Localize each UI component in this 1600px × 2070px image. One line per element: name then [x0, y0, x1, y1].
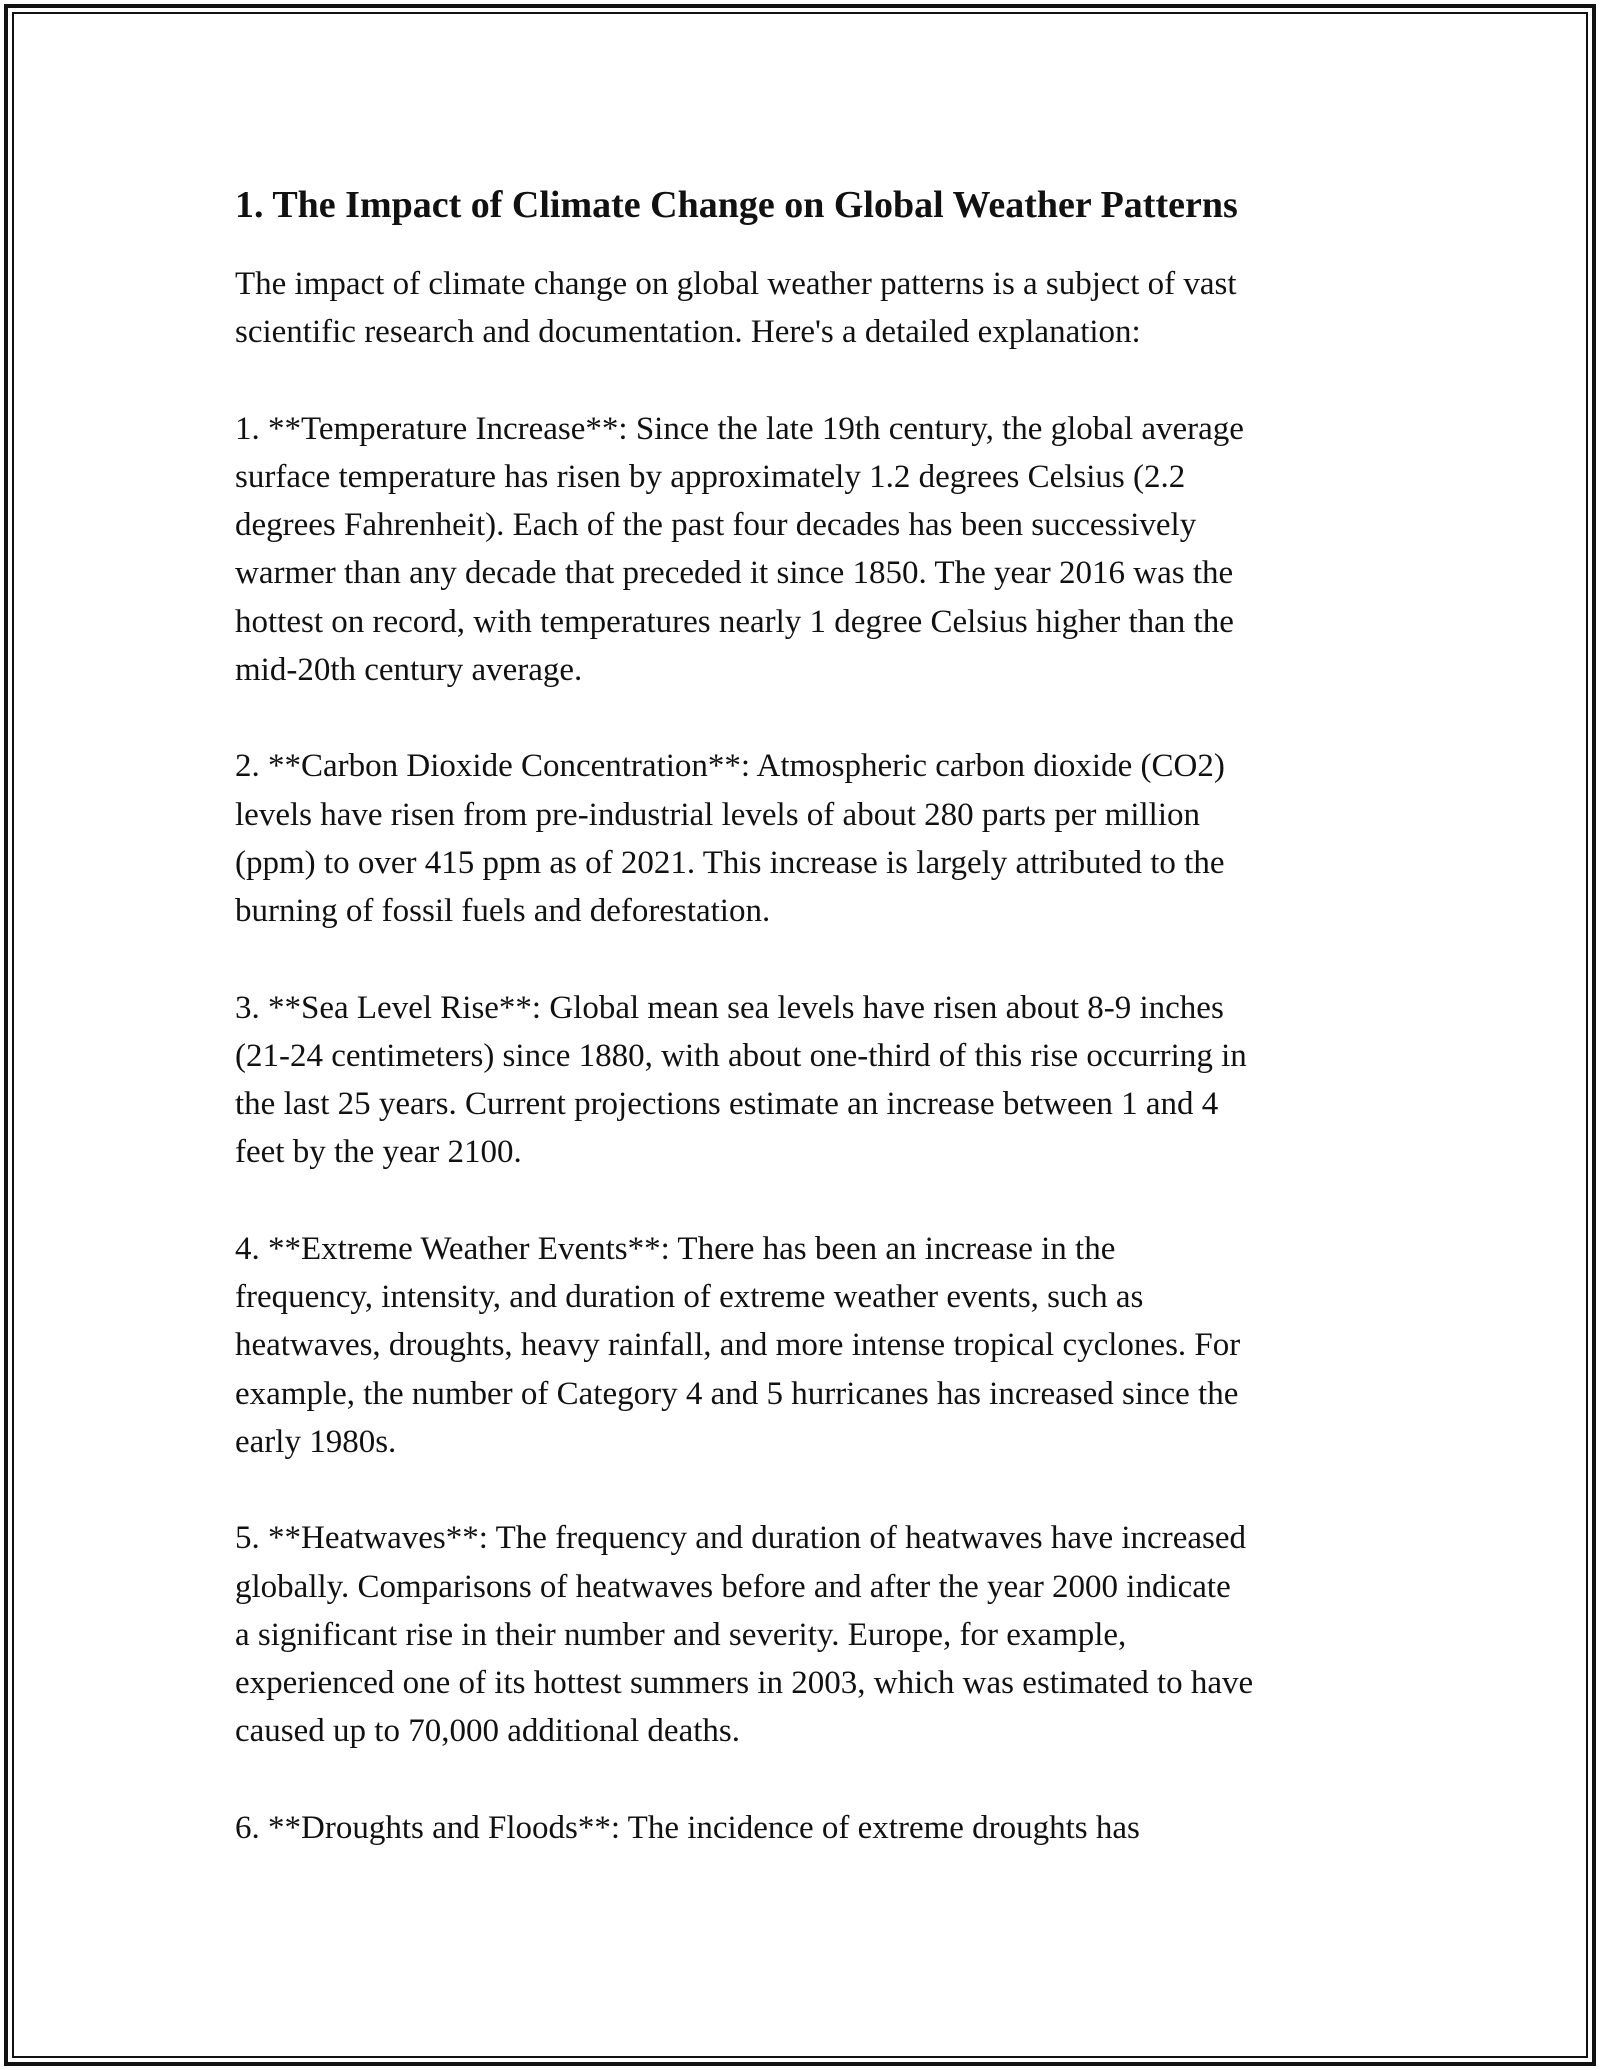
intro-paragraph: The impact of climate change on global weather patterns is a subject of vast scientific research and documentation. Here's a detailed explanation: [235, 266, 1237, 351]
carbon-dioxide-paragraph: 2. **Carbon Dioxide Concentration**: Atmospheric carbon dioxide (CO2) levels have risen from pre-industrial levels of about 280 parts per million (ppm) to over 415 ppm as of 2021. This increase is largely attributed to the burning of fossil fuels and deforestation. [235, 748, 1225, 930]
heatwaves-paragraph: 5. **Heatwaves**: The frequency and duration of heatwaves have increased globally. Comparisons of heatwaves before and after the year 2000 indicate a significant rise in their number and severity. Europe, for example, experienced one of its hottest summers in 2003, which was estimated to have caused up to 70,000 additional deaths. [235, 1520, 1254, 1750]
document-title: 1. The Impact of Climate Change on Global Weather Patterns [235, 184, 1238, 226]
document-page [235, 180, 1385, 1900]
sea-level-rise-paragraph: 3. **Sea Level Rise**: Global mean sea levels have risen about 8-9 inches (21-24 centimeters) since 1880, with about one-third of this rise occurring in the last 25 years. Current projections estimate an increase between 1 and 4 feet by the year 2100. [235, 989, 1247, 1171]
extreme-weather-paragraph: 4. **Extreme Weather Events**: There has been an increase in the frequency, intensity, and duration of extreme weather events, such as heatwaves, droughts, heavy rainfall, and more intense tropical cyclones. For example, the number of Category 4 and 5 hurricanes has increased since the early 1980s. [235, 1230, 1241, 1460]
droughts-floods-paragraph: 6. **Droughts and Floods**: The incidence of extreme droughts has [235, 1809, 1140, 1846]
temperature-increase-paragraph: 1. **Temperature Increase**: Since the late 19th century, the global average surface temperature has risen by approximately 1.2 degrees Celsius (2.2 degrees Fahrenheit). Each of the past four decades has been successively warmer than any decade that preceded it since 1850. The year 2016 was the hottest on record, with temperatures nearly 1 degree Celsius higher than the mid-20th century average. [235, 410, 1244, 689]
